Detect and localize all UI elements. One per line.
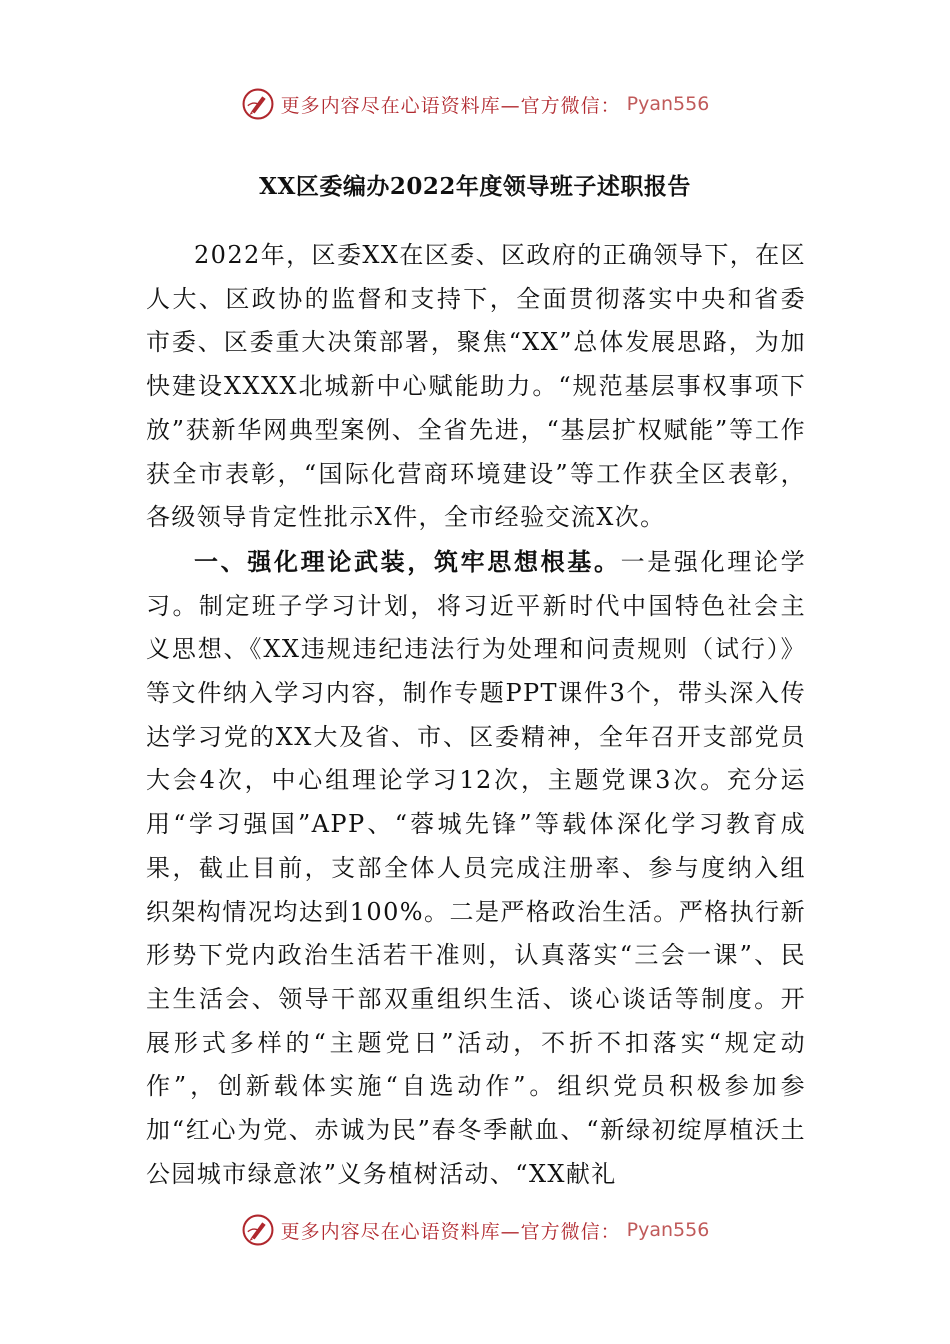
banner-text: 更多内容尽在心语资料库—官方微信： (280, 1220, 621, 1243)
pen-nib-logo-icon (241, 1213, 275, 1247)
banner-wechat-id: Pyan556 (626, 1219, 710, 1241)
banner-text: 更多内容尽在心语资料库—官方微信： (280, 94, 621, 117)
footer-banner (0, 1208, 950, 1252)
document-body (146, 234, 806, 1196)
banner-wechat-id: Pyan556 (626, 93, 710, 115)
document-title: XX区委编办2022年度领导班子述职报告 (259, 173, 691, 200)
banner-content (241, 1213, 710, 1247)
banner-content (241, 87, 710, 121)
section-1-body: 一是强化理论学习。制定班子学习计划，将习近平新时代中国特色社会主义思想、《XX违规违纪违法行为处理和问责规则（试行）》等文件纳入学习内容，制作专题PPT课件3个，带头深入传达学习党的XX大及省、市、区委精神，全年召开支部党员大会4次，中心组理论学习12次，主题党课3次。充分运用“学习强国”APP、“蓉城先锋”等载体深化学习教育成果，截止目前，支部全体人员完成注册率、参与度纳入组织架构情况均达到100%。二是严格政治生活。严格执行新形势下党内政治生活若干准则，认真落实“三会一课”、民主生活会、领导干部双重组织生活、谈心谈话等制度。开展形式多样的“主题党日”活动，不折不扣落实“规定动作”，创新载体实施“自选动作”。组织党员积极参加参加“红心为党、赤诚为民”春冬季献血、“新绿初绽厚植沃土公园城市绿意浓”义务植树活动、“XX献礼 (146, 547, 806, 1188)
section-1-heading: 一、强化理论武装，筑牢思想根基。 (194, 546, 621, 576)
pen-nib-logo-icon (241, 87, 275, 121)
section-1-paragraph (146, 540, 806, 1197)
header-banner (0, 82, 950, 126)
intro-paragraph: 2022年，区委XX在区委、区政府的正确领导下，在区人大、区政协的监督和支持下，全面贯彻落实中央和省委市委、区委重大决策部署，聚焦“XX”总体发展思路，为加快建设XXXX北城新中心赋能助力。“规范基层事权事项下放”获新华网典型案例、全省先进，“基层扩权赋能”等工作获全市表彰，“国际化营商环境建设”等工作获全区表彰，各级领导肯定性批示X件，全市经验交流X次。 (146, 241, 806, 532)
